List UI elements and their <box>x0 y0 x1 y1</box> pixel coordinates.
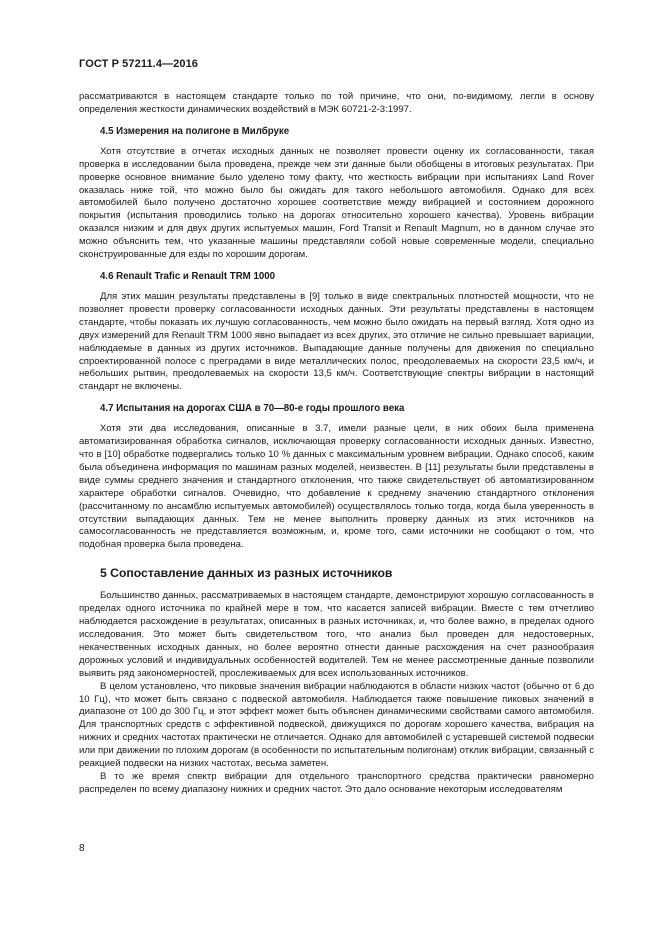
section-5-paragraph-2: В целом установлено, что пиковые значения вибрации наблюдаются в области низких частот (обычно от 6 до 10 Гц), что может быть связано с подвеской автомобиля. Наблюдается также повышение пиковых значений в диапазоне от 100 до 300 Гц, и этот эффект может быть объяснен динамическими свойствами самого автомобиля. Для транспортных средств с эффективной подвеской, движущихся по дорогам хорошего качества, вибрация на нижних и средних частотах практически не отличается. Однако для автомобилей с устаревшей системой подвески или при движении по плохим дорогам (в особенности по испытательным полигонам) отклик вибрации, связанный с реакцией подвески на низких частотах, весьма заметен. <box>79 680 594 770</box>
section-5-title: 5 Сопоставление данных из разных источников <box>100 566 393 581</box>
intro-paragraph: рассматриваются в настоящем стандарте только по той причине, что они, по-видимому, легли в основу определения жесткости динамических воздействий в МЭК 60721-2-3:1997. <box>79 91 594 115</box>
section-5-paragraph-1: Большинство данных, рассматриваемых в настоящем стандарте, демонстрируют хорошую согласованность в пределах одного источника по крайней мере в том, что касается записей вибрации. Вместе с тем отчетливо наблюдается расхождение в результатах, описанных в разных источниках, и, что более важно, в пределах одного исследования. Это может быть свидетельством того, что анализ был проведен для недостоверных, некачественных исходных данных, но более вероятно отнести данные расхождения на счет разнообразия дорожных условий и индивидуальных особенностей водителей. Тем не менее рассмотренные данные позволили выявить ряд закономерностей, прослеживаемых для всех использованных источников. <box>79 590 594 679</box>
section-5-paragraph-3: В то же время спектр вибрации для отдельного транспортного средства практически равномерно распределен по всему диапазону нижних и средних частот. Это дало основание некоторым исследователям <box>79 770 594 795</box>
section-4-7-paragraph: Хотя эти два исследования, описанные в 3.7, имели разные цели, в них обоих была применена автоматизированная обработка сигналов, исключающая проверку согласованности исходных данных. Известно, что в [10] обработке подвергались только 10 % данных с максимальным уровнем вибрации. Однако способ, каким была объединена информация по машинам разных моделей, неизвестен. В [11] результаты были представлены в виде суммы среднего значения и стандартного отклонения, что также свидетельствует об автоматизированном характере обработки сигналов. Очевидно, что добавление к среднему значению стандартного отклонения (рассчитанному по ансамблю испытуемых автомобилей) осуществлялось только тогда, когда была уверенность в отсутствии выпадающих данных. Тем не менее выполнить проверку данных из этих источников на самосогласованность не представляется возможным, и, кроме того, сами источники не сообщают о том, что подобная проверка была проведена. <box>79 423 594 551</box>
section-4-6-paragraph: Для этих машин результаты представлены в [9] только в виде спектральных плотностей мощности, что не позволяет провести проверку согласованности исходных данных. Эти результаты представлены в настоящем стандарте, чтобы показать их лучшую согласованность, чем можно было ожидать на первый взгляд. Хотя одно из двух измерений для Renault TRM 1000 явно выпадает из всех других, это отличие не сильно превышает вариации, наблюдаемые в данных из других источников. Выпадающие данные получены для движения по специально спроектированной полосе с преградами в виде металлических полос, преодолеваемых на скорости 23,5 км/ч, и небольших рытвин, преодолеваемых на скорости 13,5 км/ч. Соответствующие спектры вибрации в настоящий стандарт не включены. <box>79 290 594 393</box>
page-content <box>79 91 594 797</box>
section-4-5-paragraph: Хотя отсутствие в отчетах исходных данных не позволяет провести оценку их согласованности, такая проверка в исследовании была проведена, прежде чем эти данные были обобщены в итоговых результатах. При проверке основное внимание было уделено тому факту, что жесткость вибрации при испытаниях Land Rover оказалась ниже той, что можно было бы ожидать для такого небольшого автомобиля. Однако для всех автомобилей было получено достаточно хорошее соответствие между вибрацией и состоянием дорожного покрытия (испытания проводились только на дорогах относительно хорошего качества). Уровень вибрации оказался низким и для двух других испытуемых машин, Ford Transit и Renault Magnum, но в данном случае это можно объяснить тем, что указанные машины представляли собой новые современные модели, специально сконструированные для езды по хорошим дорогам. <box>79 145 594 261</box>
section-4-6-title: 4.6 Renault Trafic и Renault TRM 1000 <box>100 270 275 282</box>
standard-header: ГОСТ Р 57211.4—2016 <box>79 58 199 70</box>
section-4-7-title: 4.7 Испытания на дорогах США в 70—80-е годы прошлого века <box>100 403 405 415</box>
section-4-5-title: 4.5 Измерения на полигоне в Милбруке <box>100 125 290 137</box>
page-number: 8 <box>79 843 85 854</box>
